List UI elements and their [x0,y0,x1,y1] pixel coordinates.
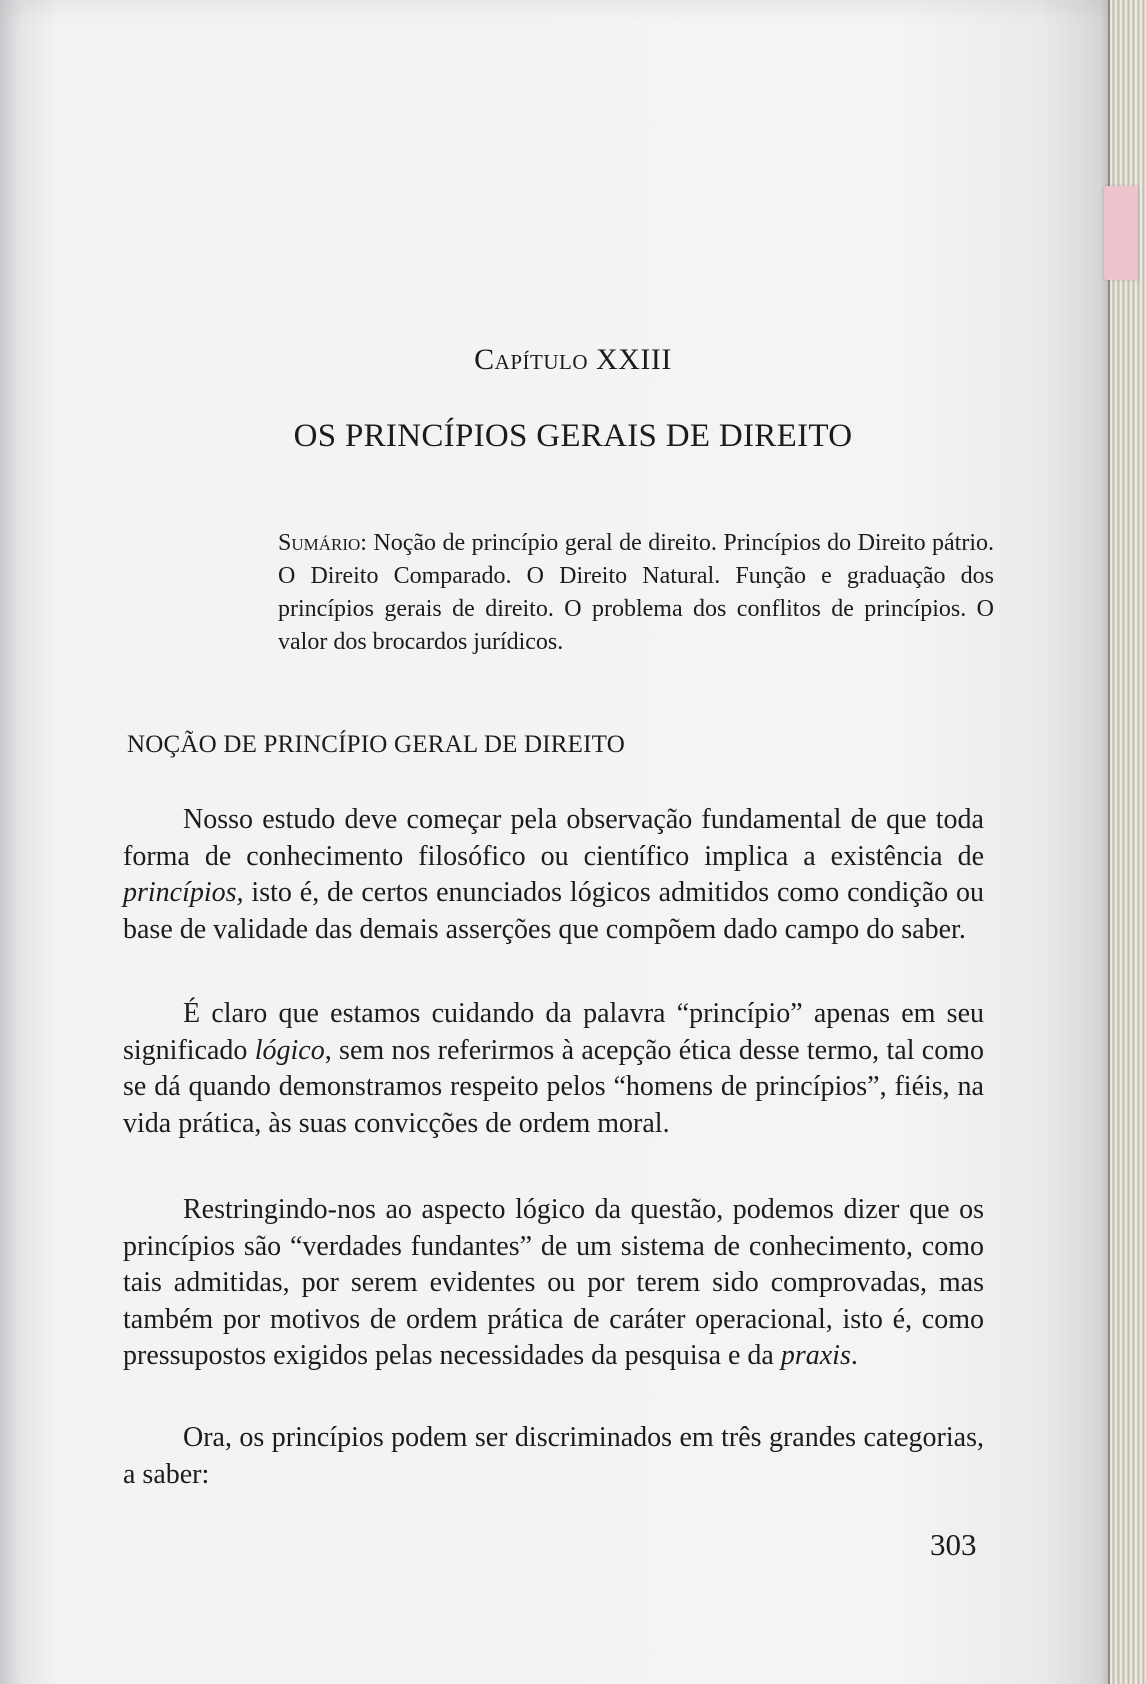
page-number: 303 [930,1527,977,1562]
paragraph-4 [123,1420,984,1493]
paragraph-1-text-end: isto é, de certos enunciados lógicos admitidos como condição ou base de validade das demais asserções que compõem dado campo do saber. [123,877,984,945]
paragraph-2-text-start: É claro que estamos cuidando da palavra “princípio” apenas em seu significado [123,998,984,1066]
paragraph-3 [123,1192,984,1375]
paragraph-1 [123,802,984,948]
summary-label: Sumário: [278,530,367,556]
paragraph-2-italic: lógico [254,1034,325,1066]
paragraph-3-text-start: Restringindo-nos ao aspecto lógico da questão, podemos dizer que os princípios são “verdades fundantes” de um sistema de conhecimento, como tais admitidas, por serem evidentes ou por terem sido comprovadas, mas também por motivos de ordem prática de caráter operacional, isto é, como pressupostos exigidos pelas necessidades da pesquisa e da [123,1194,984,1371]
paragraph-1-italic: princípios, [123,877,244,908]
chapter-label-prefix: Capítulo [474,343,589,376]
section-heading: NOÇÃO DE PRINCÍPIO GERAL DE DIREITO [127,731,625,758]
paragraph-4-text: Ora, os princípios podem ser discriminados em três grandes categorias, a saber: [123,1422,984,1490]
chapter-number: XXIII [596,343,672,376]
chapter-title: OS PRINCÍPIOS GERAIS DE DIREITO [293,418,853,454]
paragraph-3-text-end: . [850,1340,858,1371]
chapter-summary [278,527,994,659]
paragraph-1-text-start: Nosso estudo deve começar pela observação fundamental de que toda forma de conhecimento filosófico ou científico implica a existência de [123,804,984,872]
chapter-label [0,343,1146,377]
summary-text: Noção de princípio geral de direito. Princípios do Direito pátrio. O Direito Comparado. O Direito Natural. Função e graduação dos princípios gerais de direito. O problema dos conflitos de princípios. O valor dos brocardos jurídicos. [278,530,994,655]
paragraph-2 [123,996,984,1142]
paragraph-3-italic: praxis [780,1340,851,1371]
paragraph-2-text-end: , sem nos referirmos à acepção ética desse termo, tal como se dá quando demonstramos respeito pelos “homens de princípios”, fiéis, na vida prática, às suas convicções de ordem moral. [123,1034,984,1139]
